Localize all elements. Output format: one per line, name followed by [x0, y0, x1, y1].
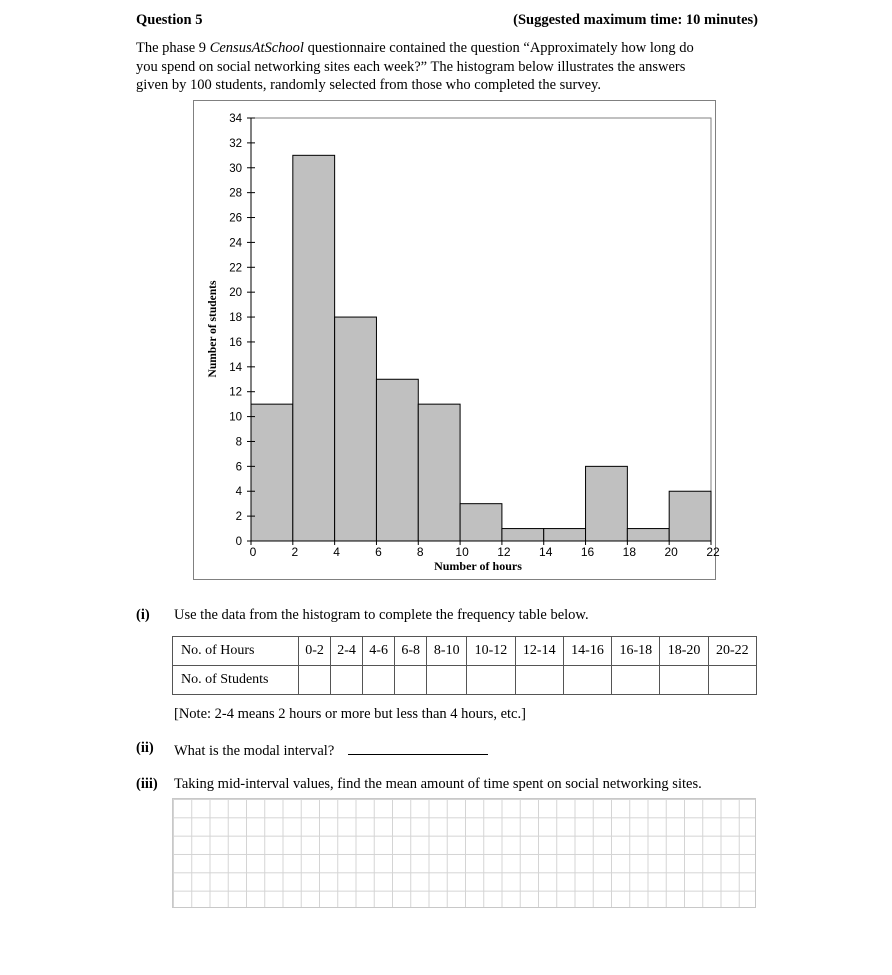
intro-line-2: you spend on social networking sites each week?” The histogram below illustrates the answers — [136, 58, 686, 75]
interval-14-16: 14-16 — [563, 637, 611, 666]
x-tick-label: 10 — [455, 545, 469, 559]
y-tick-label: 4 — [235, 486, 242, 499]
histogram-bar — [418, 404, 460, 541]
part-iii-number: (iii) — [136, 776, 158, 792]
y-tick-label: 18 — [229, 312, 242, 325]
interval-18-20: 18-20 — [660, 637, 708, 666]
y-tick-label: 14 — [229, 361, 242, 374]
histogram-bar — [544, 529, 586, 541]
student-count-cell[interactable] — [363, 666, 395, 695]
x-tick-label: 8 — [416, 545, 424, 559]
x-tick-label: 18 — [622, 545, 637, 559]
working-grid[interactable] — [172, 798, 756, 908]
y-axis-title: Number of students — [207, 280, 219, 378]
frequency-table — [172, 636, 757, 695]
census-at-school-name: CensusAtSchool — [209, 40, 304, 56]
hours-row-label: No. of Hours — [173, 637, 299, 666]
table-row-hours — [173, 637, 757, 666]
intro-line-1: The phase 9 CensusAtSchool questionnaire contained the question “Approximately how long do — [136, 40, 694, 56]
modal-interval-answer-line[interactable] — [348, 740, 488, 755]
table-note: [Note: 2-4 means 2 hours or more but less than 4 hours, etc.] — [174, 706, 526, 722]
y-tick-label: 6 — [235, 461, 242, 474]
y-tick-label: 22 — [229, 262, 242, 275]
student-count-cell[interactable] — [612, 666, 660, 695]
histogram-bar — [627, 529, 669, 541]
y-tick-label: 28 — [229, 187, 242, 200]
y-tick-label: 20 — [229, 287, 242, 300]
x-tick-label: 14 — [539, 545, 553, 559]
y-tick-label: 30 — [229, 162, 242, 175]
student-count-cell[interactable] — [299, 666, 331, 695]
interval-8-10: 8-10 — [427, 637, 467, 666]
student-count-cell[interactable] — [708, 666, 756, 695]
student-count-cell[interactable] — [467, 666, 515, 695]
interval-16-18: 16-18 — [612, 637, 660, 666]
x-tick-label: 12 — [497, 545, 511, 559]
interval-10-12: 10-12 — [467, 637, 515, 666]
part-ii-text: What is the modal interval? — [174, 743, 335, 759]
x-tick-label: 2 — [291, 545, 299, 559]
student-count-cell[interactable] — [395, 666, 427, 695]
y-tick-label: 2 — [235, 511, 242, 524]
y-tick-label: 24 — [229, 237, 242, 250]
histogram-bar — [669, 491, 711, 541]
interval-4-6: 4-6 — [363, 637, 395, 666]
histogram-bar — [502, 529, 544, 541]
part-ii-question — [174, 740, 488, 760]
students-row-label: No. of Students — [173, 666, 299, 695]
suggested-time: (Suggested maximum time: 10 minutes) — [513, 12, 758, 28]
y-tick-label: 10 — [229, 411, 242, 424]
question-title: Question 5 — [136, 12, 203, 28]
x-tick-label: 22 — [706, 545, 720, 559]
histogram-bar — [293, 155, 335, 541]
histogram-bar — [335, 317, 377, 541]
part-ii-number: (ii) — [136, 740, 154, 756]
x-axis-title: Number of hours — [434, 559, 522, 573]
interval-2-4: 2-4 — [331, 637, 363, 666]
x-tick-label: 16 — [580, 545, 595, 559]
histogram-svg — [194, 101, 720, 581]
y-tick-label: 16 — [229, 336, 242, 349]
question-header — [136, 12, 758, 34]
y-tick-label: 34 — [229, 113, 242, 125]
student-count-cell[interactable] — [660, 666, 708, 695]
interval-12-14: 12-14 — [515, 637, 563, 666]
histogram-bar — [460, 504, 502, 541]
x-tick-label: 6 — [375, 545, 382, 559]
histogram-bar — [586, 466, 628, 541]
x-tick-label: 4 — [333, 545, 340, 559]
x-tick-label: 20 — [664, 545, 678, 559]
histogram-bar — [251, 404, 293, 541]
interval-0-2: 0-2 — [299, 637, 331, 666]
y-tick-label: 32 — [229, 137, 242, 150]
y-tick-label: 0 — [235, 536, 242, 548]
y-tick-label: 8 — [235, 436, 242, 449]
question-intro — [136, 39, 760, 95]
table-row-students — [173, 666, 757, 695]
x-tick-label: 0 — [249, 545, 257, 559]
intro-line-3: given by 100 students, randomly selected from those who completed the survey. — [136, 77, 601, 93]
histogram-chart — [193, 100, 720, 580]
student-count-cell[interactable] — [331, 666, 363, 695]
interval-6-8: 6-8 — [395, 637, 427, 666]
part-i-number: (i) — [136, 607, 150, 623]
histogram-bar — [376, 379, 418, 541]
student-count-cell[interactable] — [563, 666, 611, 695]
interval-20-22: 20-22 — [708, 637, 756, 666]
part-iii-text: Taking mid-interval values, find the mean amount of time spent on social networking sites. — [174, 776, 702, 792]
part-i-text: Use the data from the histogram to complete the frequency table below. — [174, 607, 589, 623]
y-tick-label: 12 — [229, 386, 242, 399]
student-count-cell[interactable] — [427, 666, 467, 695]
student-count-cell[interactable] — [515, 666, 563, 695]
y-tick-label: 26 — [229, 212, 242, 225]
